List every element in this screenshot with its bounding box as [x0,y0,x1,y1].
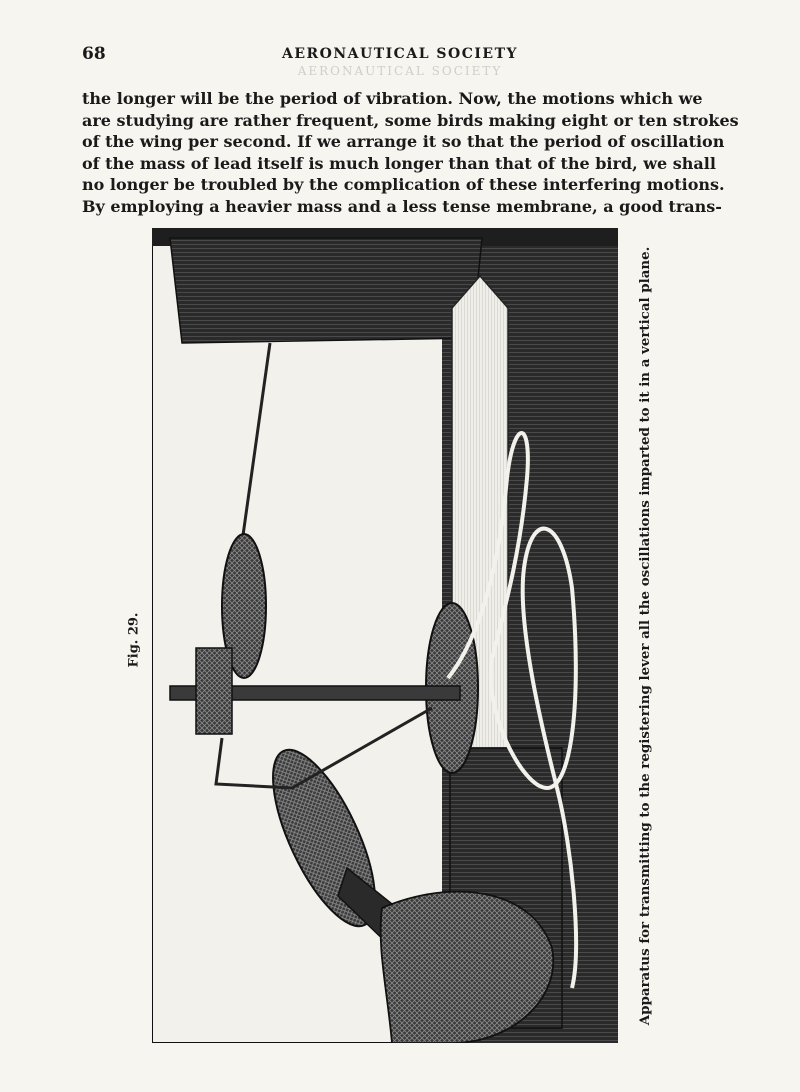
body-line: of the mass of lead itself is much longer than that of the bird, we shall [82,153,716,173]
body-line: By employing a heavier mass and a less tense membrane, a good trans- [82,196,722,216]
body-line: the longer will be the period of vibration. Now, the motions which we [82,89,703,108]
apparatus-engraving [152,228,618,1043]
shaft-clamp [196,648,232,734]
page-number: 68 [82,44,106,64]
figure-caption: Apparatus for transmitting to the registering lever all the oscillations imparted to it in a vertical plane. [637,246,653,1026]
body-line: no longer be troubled by the complication of these interfering motions. [82,175,725,194]
lead-mass-block [170,238,482,343]
body-text [82,88,739,217]
running-head: AERONAUTICAL SOCIETY [281,46,518,62]
body-line: of the wing per second. If we arrange it so that the period of oscillation [82,132,725,151]
bleed-through-running-head: AERONAUTICAL SOCIETY [297,64,503,78]
figure-label: Fig. 29. [126,612,142,668]
body-line: are studying are rather frequent, some birds making eight or ten strokes [82,110,739,130]
